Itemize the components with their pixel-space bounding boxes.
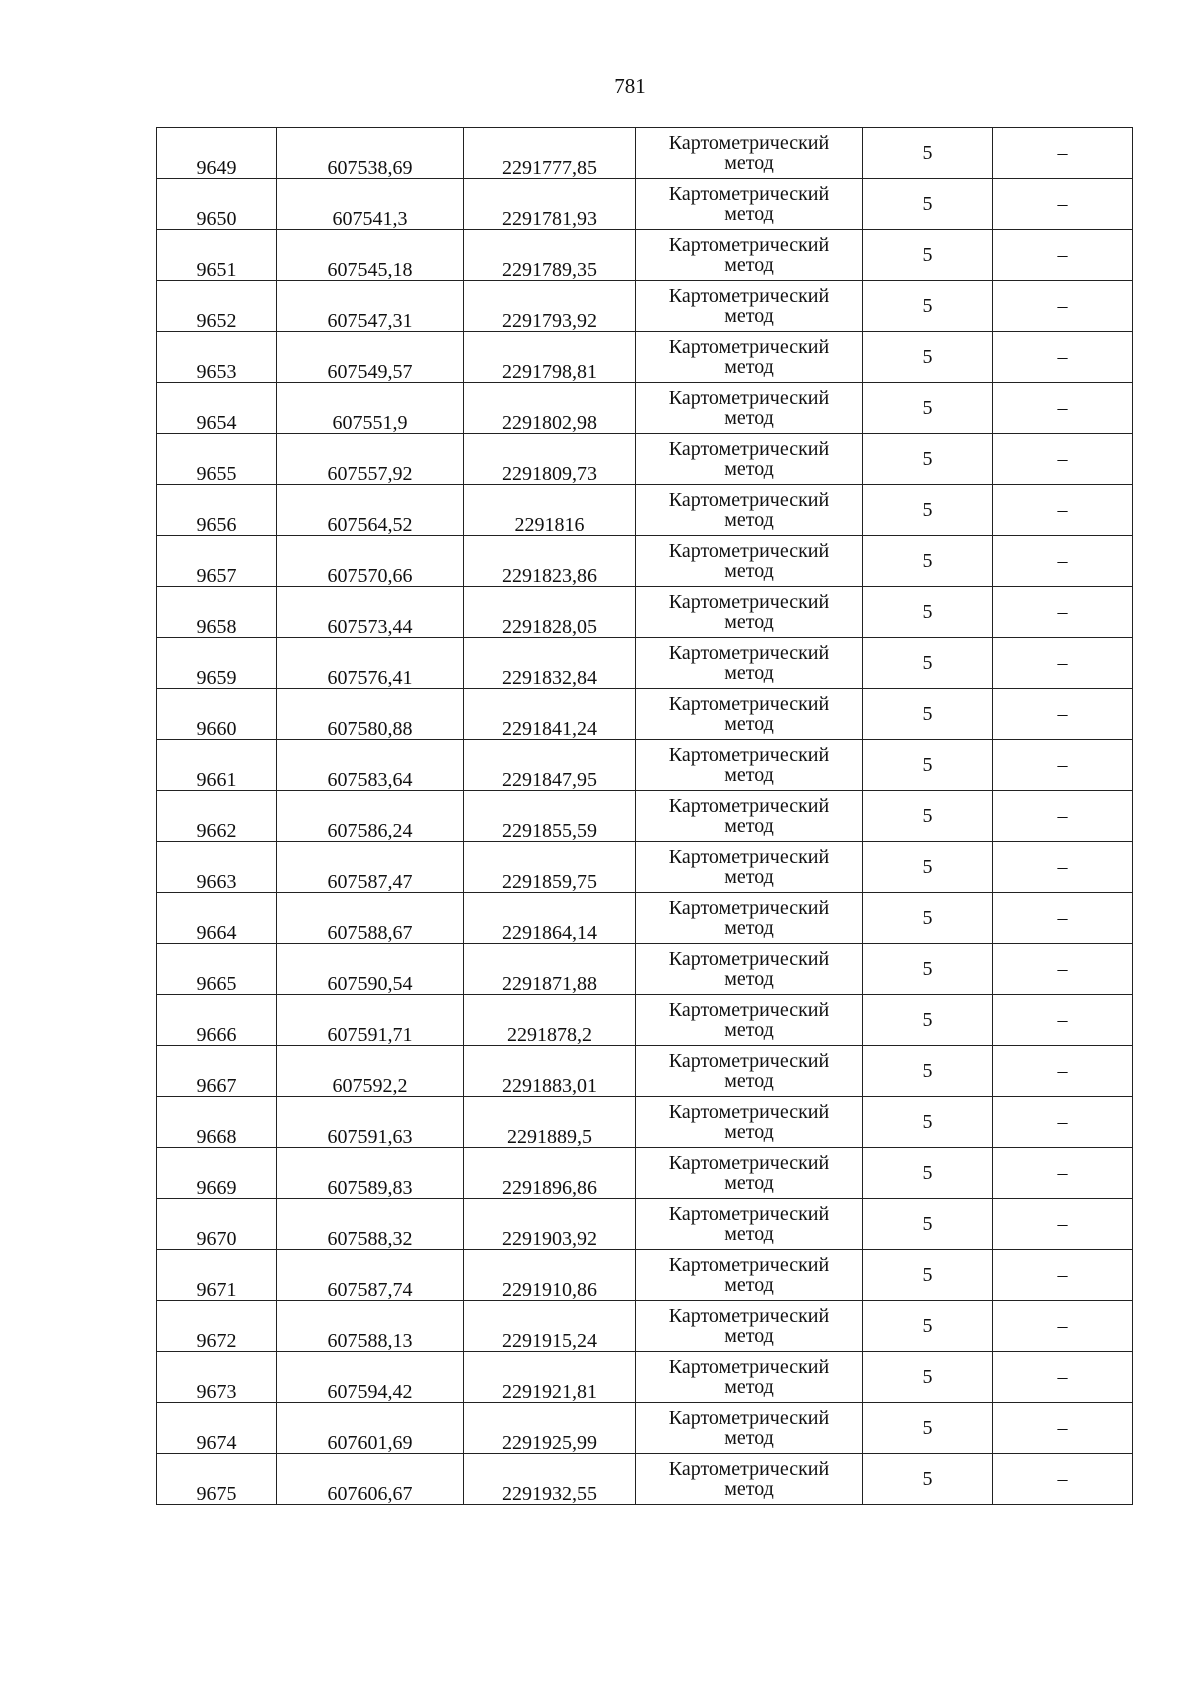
- point-number-cell: 9665: [157, 944, 277, 995]
- accuracy-cell: 5: [863, 740, 993, 791]
- method-line-2: метод: [724, 560, 774, 582]
- note-cell: –: [993, 1454, 1133, 1505]
- y-coordinate-cell: 2291789,35: [464, 230, 636, 281]
- method-line-2: метод: [724, 509, 774, 531]
- method-line-2: метод: [724, 1019, 774, 1041]
- method-cell: [636, 1403, 863, 1454]
- x-coordinate-cell: 607547,31: [277, 281, 464, 332]
- note-cell: –: [993, 587, 1133, 638]
- table-row: [157, 587, 1133, 638]
- accuracy-cell: 5: [863, 1148, 993, 1199]
- point-number-cell: 9661: [157, 740, 277, 791]
- method-line-2: метод: [724, 611, 774, 633]
- method-cell: [636, 587, 863, 638]
- method-cell: [636, 995, 863, 1046]
- table-row: [157, 1199, 1133, 1250]
- y-coordinate-cell: 2291823,86: [464, 536, 636, 587]
- y-coordinate-cell: 2291832,84: [464, 638, 636, 689]
- method-line-1: Картометрический: [668, 846, 830, 868]
- point-number-cell: 9670: [157, 1199, 277, 1250]
- y-coordinate-cell: 2291910,86: [464, 1250, 636, 1301]
- method-cell: [636, 842, 863, 893]
- method-line-1: Картометрический: [668, 1101, 830, 1123]
- x-coordinate-cell: 607589,83: [277, 1148, 464, 1199]
- x-coordinate-cell: 607588,13: [277, 1301, 464, 1352]
- x-coordinate-cell: 607576,41: [277, 638, 464, 689]
- method-cell: [636, 689, 863, 740]
- x-coordinate-cell: 607541,3: [277, 179, 464, 230]
- method-line-1: Картометрический: [668, 1254, 830, 1276]
- accuracy-cell: 5: [863, 434, 993, 485]
- table-row: [157, 1454, 1133, 1505]
- point-number-cell: 9672: [157, 1301, 277, 1352]
- method-line-1: Картометрический: [668, 591, 830, 613]
- x-coordinate-cell: 607591,63: [277, 1097, 464, 1148]
- table-row: [157, 281, 1133, 332]
- y-coordinate-cell: 2291798,81: [464, 332, 636, 383]
- point-number-cell: 9664: [157, 893, 277, 944]
- x-coordinate-cell: 607601,69: [277, 1403, 464, 1454]
- point-number-cell: 9666: [157, 995, 277, 1046]
- x-coordinate-cell: 607594,42: [277, 1352, 464, 1403]
- x-coordinate-cell: 607588,67: [277, 893, 464, 944]
- x-coordinate-cell: 607590,54: [277, 944, 464, 995]
- accuracy-cell: 5: [863, 1454, 993, 1505]
- point-number-cell: 9656: [157, 485, 277, 536]
- method-cell: [636, 1352, 863, 1403]
- x-coordinate-cell: 607573,44: [277, 587, 464, 638]
- accuracy-cell: 5: [863, 791, 993, 842]
- method-cell: [636, 281, 863, 332]
- method-line-2: метод: [724, 305, 774, 327]
- y-coordinate-cell: 2291932,55: [464, 1454, 636, 1505]
- table-row: [157, 995, 1133, 1046]
- accuracy-cell: 5: [863, 485, 993, 536]
- note-cell: –: [993, 434, 1133, 485]
- y-coordinate-cell: 2291828,05: [464, 587, 636, 638]
- method-line-1: Картометрический: [668, 897, 830, 919]
- point-number-cell: 9663: [157, 842, 277, 893]
- accuracy-cell: 5: [863, 179, 993, 230]
- method-cell: [636, 1199, 863, 1250]
- accuracy-cell: 5: [863, 281, 993, 332]
- method-cell: [636, 128, 863, 179]
- point-number-cell: 9673: [157, 1352, 277, 1403]
- note-cell: –: [993, 536, 1133, 587]
- method-cell: [636, 1148, 863, 1199]
- method-line-1: Картометрический: [668, 387, 830, 409]
- method-line-2: метод: [724, 458, 774, 480]
- note-cell: –: [993, 791, 1133, 842]
- point-number-cell: 9671: [157, 1250, 277, 1301]
- method-cell: [636, 740, 863, 791]
- method-line-1: Картометрический: [668, 1356, 830, 1378]
- accuracy-cell: 5: [863, 383, 993, 434]
- method-line-2: метод: [724, 764, 774, 786]
- method-cell: [636, 1097, 863, 1148]
- accuracy-cell: 5: [863, 638, 993, 689]
- x-coordinate-cell: 607587,74: [277, 1250, 464, 1301]
- x-coordinate-cell: 607592,2: [277, 1046, 464, 1097]
- y-coordinate-cell: 2291781,93: [464, 179, 636, 230]
- method-cell: [636, 1046, 863, 1097]
- method-line-1: Картометрический: [668, 285, 830, 307]
- x-coordinate-cell: 607564,52: [277, 485, 464, 536]
- method-line-1: Картометрический: [668, 1152, 830, 1174]
- note-cell: –: [993, 1199, 1133, 1250]
- method-cell: [636, 332, 863, 383]
- point-number-cell: 9650: [157, 179, 277, 230]
- method-line-1: Картометрический: [668, 744, 830, 766]
- table-row: [157, 383, 1133, 434]
- accuracy-cell: 5: [863, 944, 993, 995]
- method-line-1: Картометрический: [668, 948, 830, 970]
- point-number-cell: 9654: [157, 383, 277, 434]
- point-number-cell: 9660: [157, 689, 277, 740]
- point-number-cell: 9668: [157, 1097, 277, 1148]
- note-cell: –: [993, 995, 1133, 1046]
- table-row: [157, 638, 1133, 689]
- y-coordinate-cell: 2291925,99: [464, 1403, 636, 1454]
- x-coordinate-cell: 607538,69: [277, 128, 464, 179]
- table-body: [157, 128, 1133, 1505]
- method-cell: [636, 638, 863, 689]
- y-coordinate-cell: 2291847,95: [464, 740, 636, 791]
- note-cell: –: [993, 893, 1133, 944]
- method-line-1: Картометрический: [668, 540, 830, 562]
- note-cell: –: [993, 1352, 1133, 1403]
- method-line-1: Картометрический: [668, 999, 830, 1021]
- note-cell: –: [993, 179, 1133, 230]
- accuracy-cell: 5: [863, 893, 993, 944]
- y-coordinate-cell: 2291802,98: [464, 383, 636, 434]
- x-coordinate-cell: 607570,66: [277, 536, 464, 587]
- point-number-cell: 9652: [157, 281, 277, 332]
- point-number-cell: 9674: [157, 1403, 277, 1454]
- accuracy-cell: 5: [863, 536, 993, 587]
- y-coordinate-cell: 2291871,88: [464, 944, 636, 995]
- y-coordinate-cell: 2291793,92: [464, 281, 636, 332]
- accuracy-cell: 5: [863, 689, 993, 740]
- note-cell: –: [993, 485, 1133, 536]
- method-cell: [636, 179, 863, 230]
- method-line-1: Картометрический: [668, 336, 830, 358]
- method-cell: [636, 434, 863, 485]
- table-row: [157, 893, 1133, 944]
- point-number-cell: 9658: [157, 587, 277, 638]
- accuracy-cell: 5: [863, 1301, 993, 1352]
- y-coordinate-cell: 2291816: [464, 485, 636, 536]
- y-coordinate-cell: 2291915,24: [464, 1301, 636, 1352]
- y-coordinate-cell: 2291889,5: [464, 1097, 636, 1148]
- point-number-cell: 9653: [157, 332, 277, 383]
- point-number-cell: 9662: [157, 791, 277, 842]
- x-coordinate-cell: 607588,32: [277, 1199, 464, 1250]
- y-coordinate-cell: 2291903,92: [464, 1199, 636, 1250]
- method-line-1: Картометрический: [668, 1305, 830, 1327]
- method-line-1: Картометрический: [668, 1407, 830, 1429]
- x-coordinate-cell: 607557,92: [277, 434, 464, 485]
- method-line-2: метод: [724, 203, 774, 225]
- method-line-1: Картометрический: [668, 1203, 830, 1225]
- accuracy-cell: 5: [863, 1046, 993, 1097]
- method-cell: [636, 230, 863, 281]
- y-coordinate-cell: 2291841,24: [464, 689, 636, 740]
- table-row: [157, 230, 1133, 281]
- table-row: [157, 179, 1133, 230]
- y-coordinate-cell: 2291809,73: [464, 434, 636, 485]
- y-coordinate-cell: 2291864,14: [464, 893, 636, 944]
- note-cell: –: [993, 1301, 1133, 1352]
- method-cell: [636, 485, 863, 536]
- accuracy-cell: 5: [863, 1403, 993, 1454]
- note-cell: –: [993, 944, 1133, 995]
- method-line-1: Картометрический: [668, 1050, 830, 1072]
- y-coordinate-cell: 2291859,75: [464, 842, 636, 893]
- point-number-cell: 9655: [157, 434, 277, 485]
- point-number-cell: 9657: [157, 536, 277, 587]
- table-row: [157, 1352, 1133, 1403]
- table-row: [157, 332, 1133, 383]
- table-row: [157, 944, 1133, 995]
- table-row: [157, 842, 1133, 893]
- accuracy-cell: 5: [863, 587, 993, 638]
- method-line-2: метод: [724, 866, 774, 888]
- method-cell: [636, 791, 863, 842]
- note-cell: –: [993, 1250, 1133, 1301]
- accuracy-cell: 5: [863, 995, 993, 1046]
- table-row: [157, 1046, 1133, 1097]
- method-line-1: Картометрический: [668, 132, 830, 154]
- method-line-1: Картометрический: [668, 642, 830, 664]
- x-coordinate-cell: 607583,64: [277, 740, 464, 791]
- accuracy-cell: 5: [863, 128, 993, 179]
- method-line-2: метод: [724, 917, 774, 939]
- method-line-2: метод: [724, 815, 774, 837]
- table-row: [157, 740, 1133, 791]
- method-cell: [636, 1454, 863, 1505]
- table-row: [157, 536, 1133, 587]
- table-row: [157, 128, 1133, 179]
- coordinates-table: [156, 127, 1133, 1505]
- table-row: [157, 1403, 1133, 1454]
- method-cell: [636, 893, 863, 944]
- method-cell: [636, 383, 863, 434]
- method-line-1: Картометрический: [668, 693, 830, 715]
- y-coordinate-cell: 2291896,86: [464, 1148, 636, 1199]
- method-cell: [636, 1250, 863, 1301]
- y-coordinate-cell: 2291883,01: [464, 1046, 636, 1097]
- method-line-1: Картометрический: [668, 438, 830, 460]
- method-line-2: метод: [724, 1376, 774, 1398]
- method-line-1: Картометрический: [668, 234, 830, 256]
- note-cell: –: [993, 740, 1133, 791]
- method-line-1: Картометрический: [668, 489, 830, 511]
- note-cell: –: [993, 281, 1133, 332]
- method-line-2: метод: [724, 254, 774, 276]
- method-line-2: метод: [724, 1427, 774, 1449]
- method-line-1: Картометрический: [668, 183, 830, 205]
- accuracy-cell: 5: [863, 1352, 993, 1403]
- x-coordinate-cell: 607586,24: [277, 791, 464, 842]
- table-row: [157, 791, 1133, 842]
- page-number: 781: [614, 74, 646, 98]
- method-cell: [636, 944, 863, 995]
- method-line-2: метод: [724, 713, 774, 735]
- point-number-cell: 9651: [157, 230, 277, 281]
- x-coordinate-cell: 607551,9: [277, 383, 464, 434]
- y-coordinate-cell: 2291878,2: [464, 995, 636, 1046]
- method-line-1: Картометрический: [668, 795, 830, 817]
- method-line-1: Картометрический: [668, 1458, 830, 1480]
- note-cell: –: [993, 383, 1133, 434]
- method-line-2: метод: [724, 1070, 774, 1092]
- table-row: [157, 485, 1133, 536]
- note-cell: –: [993, 689, 1133, 740]
- x-coordinate-cell: 607549,57: [277, 332, 464, 383]
- accuracy-cell: 5: [863, 842, 993, 893]
- y-coordinate-cell: 2291777,85: [464, 128, 636, 179]
- method-line-2: метод: [724, 968, 774, 990]
- note-cell: –: [993, 638, 1133, 689]
- note-cell: –: [993, 332, 1133, 383]
- method-line-2: метод: [724, 1223, 774, 1245]
- note-cell: –: [993, 1097, 1133, 1148]
- table-row: [157, 1097, 1133, 1148]
- table-row: [157, 1301, 1133, 1352]
- x-coordinate-cell: 607580,88: [277, 689, 464, 740]
- method-cell: [636, 536, 863, 587]
- table-row: [157, 689, 1133, 740]
- note-cell: –: [993, 230, 1133, 281]
- point-number-cell: 9659: [157, 638, 277, 689]
- method-line-2: метод: [724, 662, 774, 684]
- method-line-2: метод: [724, 356, 774, 378]
- method-cell: [636, 1301, 863, 1352]
- accuracy-cell: 5: [863, 230, 993, 281]
- accuracy-cell: 5: [863, 1199, 993, 1250]
- point-number-cell: 9649: [157, 128, 277, 179]
- y-coordinate-cell: 2291921,81: [464, 1352, 636, 1403]
- table-row: [157, 434, 1133, 485]
- accuracy-cell: 5: [863, 1097, 993, 1148]
- accuracy-cell: 5: [863, 332, 993, 383]
- x-coordinate-cell: 607591,71: [277, 995, 464, 1046]
- point-number-cell: 9669: [157, 1148, 277, 1199]
- x-coordinate-cell: 607606,67: [277, 1454, 464, 1505]
- x-coordinate-cell: 607545,18: [277, 230, 464, 281]
- x-coordinate-cell: 607587,47: [277, 842, 464, 893]
- method-line-2: метод: [724, 1274, 774, 1296]
- method-line-2: метод: [724, 407, 774, 429]
- note-cell: –: [993, 128, 1133, 179]
- note-cell: –: [993, 1148, 1133, 1199]
- table-row: [157, 1250, 1133, 1301]
- note-cell: –: [993, 842, 1133, 893]
- note-cell: –: [993, 1046, 1133, 1097]
- point-number-cell: 9667: [157, 1046, 277, 1097]
- y-coordinate-cell: 2291855,59: [464, 791, 636, 842]
- method-line-2: метод: [724, 1478, 774, 1500]
- point-number-cell: 9675: [157, 1454, 277, 1505]
- method-line-2: метод: [724, 1172, 774, 1194]
- method-line-2: метод: [724, 1121, 774, 1143]
- method-line-2: метод: [724, 1325, 774, 1347]
- table-row: [157, 1148, 1133, 1199]
- accuracy-cell: 5: [863, 1250, 993, 1301]
- method-line-2: метод: [724, 152, 774, 174]
- note-cell: –: [993, 1403, 1133, 1454]
